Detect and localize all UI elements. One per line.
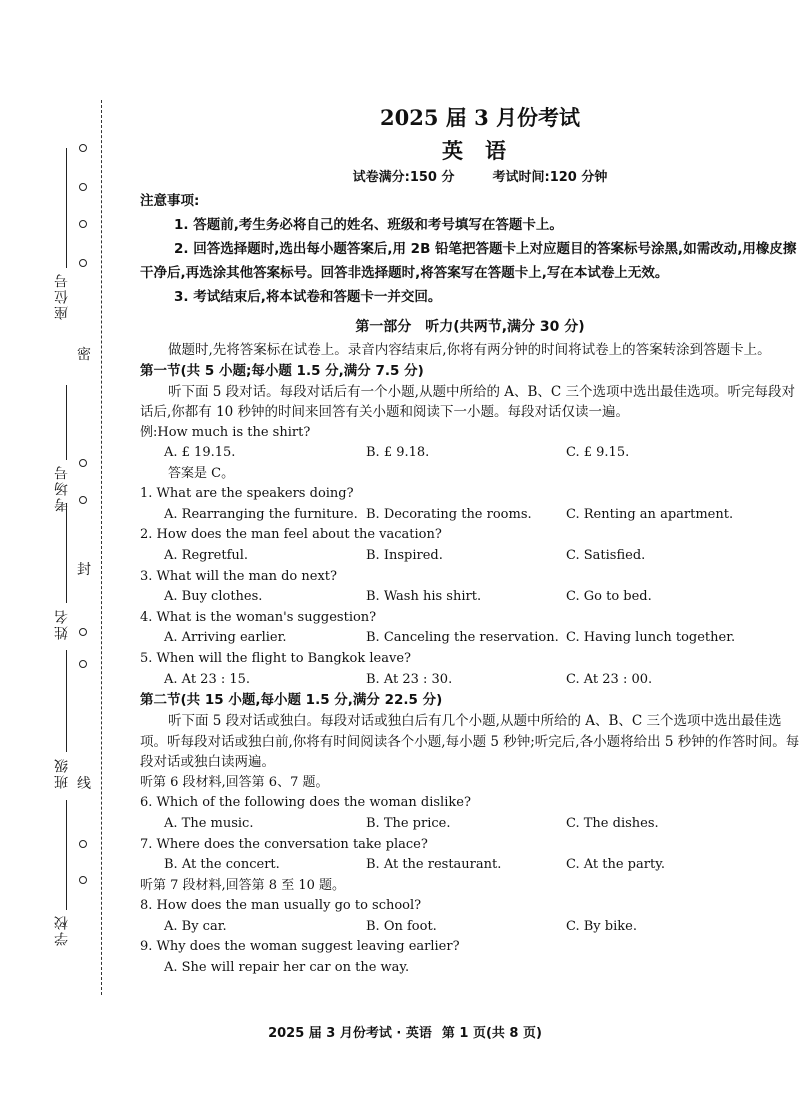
option-a: A. She will repair her car on the way. (164, 960, 410, 976)
subject-title: 英语 (442, 138, 528, 163)
binding-margin (0, 0, 120, 1095)
part-intro: 做题时,先将答案标在试卷上。录音内容结束后,你将有两分钟的时间将试卷上的答案转涂到答题卡上。 (168, 342, 771, 358)
seal-char-xian: 线 (77, 776, 91, 792)
section2-instructions: 听下面 5 段对话或独白。每段对话或独白后有几个小题,从题中所给的 A、B、C 三个选项中选出最佳选项。听每段对话或独白前,你将有时间阅读各个小题,每小题 5 秒钟;听完后,各小题将给出 5 秒钟的作答时间。每段对话或独白读两遍。 (140, 713, 800, 771)
material-7-instruction: 听第 7 段材料,回答第 8 至 10 题。 (140, 877, 346, 893)
option-a: A. The music. (164, 815, 254, 831)
option-b: B. Canceling the reservation. (366, 630, 559, 646)
question-5-options (140, 670, 800, 691)
exam-room-label: 考场号 (54, 464, 70, 512)
example-options (140, 443, 800, 464)
section1-instructions: 听下面 5 段对话。每段对话后有一个小题,从题中所给的 A、B、C 三个选项中选出最佳选项。听完每段对话后,你都有 10 秒钟的时间来回答有关小题和阅读下一小题。每段对话仅读一遍。 (140, 383, 796, 420)
option-b: B. Decorating the rooms. (366, 506, 532, 522)
question-6: 6. Which of the following does the woman dislike? (140, 795, 471, 811)
note-item: 1. 答题前,考生务必将自己的姓名、班级和考号填写在答题卡上。 (174, 217, 563, 233)
option-b: B. The price. (366, 815, 451, 831)
class-blank (66, 650, 67, 752)
binding-hole-icon (79, 459, 87, 467)
notes-heading: 注意事项: (140, 193, 200, 209)
option-c: C. At the party. (566, 857, 665, 873)
option-a: A. Regretful. (164, 548, 249, 564)
option-c: C. Renting an apartment. (566, 506, 734, 522)
exam-time: 考试时间:120 分钟 (492, 170, 608, 185)
option-a: A. Rearranging the furniture. (164, 506, 358, 522)
question-1-options (140, 505, 800, 526)
option-a: A. By car. (164, 918, 227, 934)
seat-number-label: 座位号 (54, 272, 70, 320)
option-b: B. Inspired. (366, 548, 443, 564)
cut-line (101, 100, 102, 995)
question-1: 1. What are the speakers doing? (140, 486, 354, 502)
binding-hole-icon (79, 144, 87, 152)
question-3-options (140, 587, 800, 608)
option-c: C. Having lunch together. (566, 630, 736, 646)
option-b: B. Wash his shirt. (366, 589, 482, 605)
binding-hole-icon (79, 183, 87, 191)
question-2: 2. How does the man feel about the vacation? (140, 527, 442, 543)
exam-meta (140, 166, 800, 190)
full-score: 试卷满分:150 分 (352, 170, 455, 185)
part-heading: 第一部分 听力(共两节,满分 30 分) (355, 319, 585, 335)
name-blank (66, 503, 67, 603)
option-c: C. At 23 : 00. (566, 671, 653, 687)
option-a: A. At 23 : 15. (164, 671, 251, 687)
exam-page (140, 100, 800, 979)
option-c: C. By bike. (566, 918, 637, 934)
option-b: B. On foot. (366, 918, 437, 934)
option-a: B. At the concert. (164, 857, 280, 873)
binding-hole-icon (79, 628, 87, 636)
option-a: A. Arriving earlier. (164, 630, 287, 646)
option-b: B. At the restaurant. (366, 857, 502, 873)
option-c: C. The dishes. (566, 815, 659, 831)
note-item: 3. 考试结束后,将本试卷和答题卡一并交回。 (174, 289, 442, 305)
question-7-options (140, 855, 800, 876)
binding-hole-icon (79, 840, 87, 848)
binding-hole-icon (79, 876, 87, 884)
binding-hole-icon (79, 660, 87, 668)
school-blank (66, 800, 67, 910)
question-6-options (140, 814, 800, 835)
section2-heading: 第二节(共 15 小题,每小题 1.5 分,满分 22.5 分) (140, 692, 443, 709)
footer-exam-name: 2025 届 3 月份考试 · 英语 (268, 1026, 432, 1041)
question-9: 9. Why does the woman suggest leaving earlier? (140, 939, 460, 955)
question-5: 5. When will the flight to Bangkok leave? (140, 651, 412, 667)
page-footer (0, 1022, 810, 1041)
question-8: 8. How does the man usually go to school? (140, 898, 422, 914)
section1-heading: 第一节(共 5 小题;每小题 1.5 分,满分 7.5 分) (140, 362, 424, 379)
name-label: 姓名 (54, 608, 70, 640)
question-4-options (140, 628, 800, 649)
seal-char-feng: 封 (77, 562, 91, 578)
option-a: A. £ 19.15. (164, 445, 236, 461)
exam-title: 2025 届 3 月份考试 (380, 105, 580, 130)
binding-hole-icon (79, 259, 87, 267)
question-2-options (140, 546, 800, 567)
question-8-options (140, 917, 800, 938)
question-7: 7. Where does the conversation take place? (140, 836, 428, 852)
option-c: C. Satisfied. (566, 548, 646, 564)
exam-room-blank (66, 385, 67, 460)
binding-hole-icon (79, 220, 87, 228)
school-label: 学校 (54, 914, 70, 946)
seat-number-blank (66, 148, 67, 268)
footer-page-number: 第 1 页(共 8 页) (441, 1026, 542, 1041)
material-6-instruction: 听第 6 段材料,回答第 6、7 题。 (140, 774, 329, 790)
note-item: 2. 回答选择题时,选出每小题答案后,用 2B 铅笔把答题卡上对应题目的答案标号涂黑,如需改动,用橡皮擦干净后,再选涂其他答案标号。回答非选择题时,将答案写在答题卡上,写在本试卷上无效。 (140, 241, 797, 281)
seal-char-mi: 密 (77, 347, 91, 363)
option-c: C. £ 9.15. (566, 445, 630, 461)
option-a: A. Buy clothes. (164, 589, 263, 605)
question-3: 3. What will the man do next? (140, 568, 337, 584)
class-label: 班级 (54, 757, 70, 789)
option-b: B. £ 9.18. (366, 445, 430, 461)
option-b: B. At 23 : 30. (366, 671, 453, 687)
example-answer: 答案是 C。 (168, 465, 235, 481)
example-question: 例:How much is the shirt? (140, 424, 311, 440)
question-4: 4. What is the woman's suggestion? (140, 609, 377, 625)
option-c: C. Go to bed. (566, 589, 652, 605)
binding-hole-icon (79, 496, 87, 504)
question-9-options (140, 958, 800, 979)
